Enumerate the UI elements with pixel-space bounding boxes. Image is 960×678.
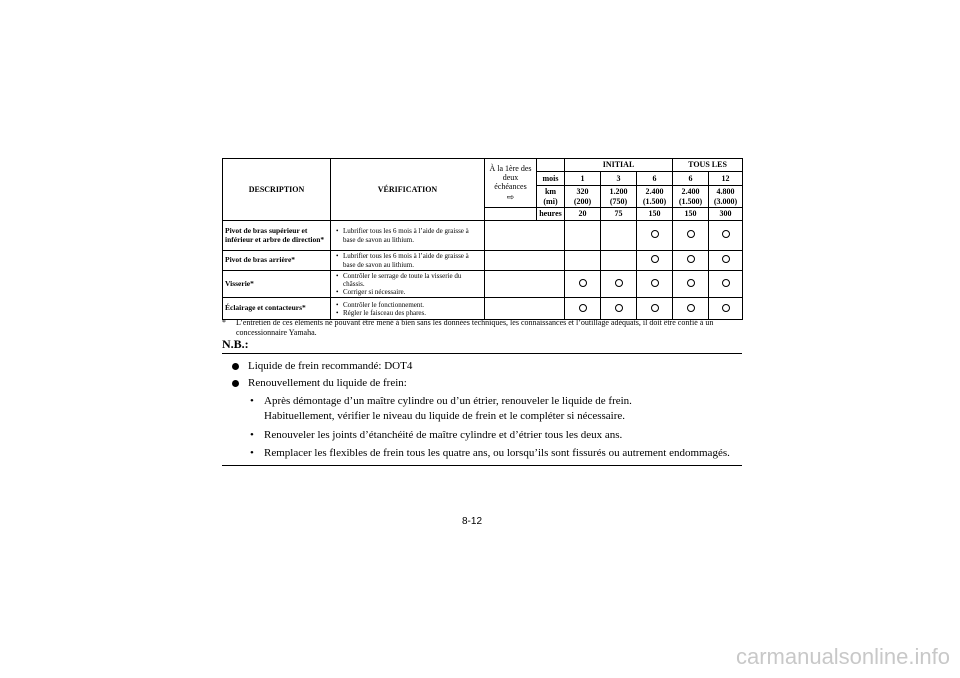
km-value: 320 (200): [565, 186, 601, 208]
mark-cell: [637, 298, 673, 320]
heures-value: 300: [709, 208, 743, 221]
km-value: 4.800 (3.000): [709, 186, 743, 208]
km-value: 1.200 (750): [601, 186, 637, 208]
km-value: 2.400 (1.500): [637, 186, 673, 208]
nb-list: [222, 359, 742, 461]
circle-mark-icon: [651, 304, 659, 312]
circle-mark-icon: [579, 304, 587, 312]
mark-cell: [601, 271, 637, 298]
mark-cell: [637, 221, 673, 251]
list-item: • Après démontage d’un maître cylindre ou d’un étrier, renouveler le liquide de frein. Habituellement, vérifier le niveau du liquide de frein et le compléter si nécessaire.: [248, 394, 742, 425]
nb-title: N.B.:: [222, 337, 742, 354]
heures-value: 150: [673, 208, 709, 221]
header-km-label: km (mi): [537, 186, 565, 208]
header-first-due: À la 1ère des deux échéances ⇨: [485, 159, 537, 208]
circle-mark-icon: [615, 279, 623, 287]
mark-cell: [601, 221, 637, 251]
nb-section: [222, 337, 742, 466]
heures-value: 75: [601, 208, 637, 221]
circle-mark-icon: [651, 230, 659, 238]
row-verification: • Contrôler le fonctionnement. • Régler le faisceau des phares.: [331, 298, 485, 320]
watermark: carmanualsonline.info: [735, 644, 950, 669]
mark-cell: [637, 251, 673, 271]
mark-cell: [601, 251, 637, 271]
maintenance-table: [222, 158, 743, 320]
heures-value: 150: [637, 208, 673, 221]
table-row: [223, 298, 743, 320]
row-description: Visserie*: [223, 271, 331, 298]
row-verification: • Lubrifier tous les 6 mois à l’aide de graisse à base de savon au lithium.: [331, 251, 485, 271]
row-description: Pivot de bras supérieur et inférieur et arbre de direction*: [223, 221, 331, 251]
bullet-dot-icon: [232, 363, 239, 370]
header-description: DESCRIPTION: [223, 159, 331, 221]
mois-value: 6: [673, 172, 709, 186]
mark-cell: [565, 271, 601, 298]
circle-mark-icon: [687, 279, 695, 287]
list-item: • Renouveler les joints d’étanchéité de maître cylindre et d’étrier tous les deux ans.: [248, 428, 742, 443]
mark-cell: [565, 221, 601, 251]
bullet-dot-icon: [232, 380, 239, 387]
row-blank: [485, 221, 565, 251]
page-number: 8-12: [462, 516, 483, 527]
mark-cell: [709, 251, 743, 271]
mark-cell: [673, 221, 709, 251]
row-blank: [485, 298, 565, 320]
circle-mark-icon: [722, 230, 730, 238]
list-item: Renouvellement du liquide de frein: • Après démontage d’un maître cylindre ou d’un étrier, renouveler le liquide de frein. Habituellement, vérifier le niveau du liquide de frein et le compléter si nécessaire. • Renouveler les joints d’étanchéité de maître cylindre et d’étrier tous les deux ans. • Remplacer les flexibles de frein tous les quatre ans, ou lorsqu’ils sont fissurés ou autrement endommagés.: [222, 376, 742, 461]
header-initial: INITIAL: [565, 159, 673, 172]
row-blank: [485, 251, 565, 271]
header-verification: VÉRIFICATION: [331, 159, 485, 221]
mark-cell: [709, 221, 743, 251]
nb-bottom-rule: [222, 465, 742, 466]
list-item: • Remplacer les flexibles de frein tous les quatre ans, ou lorsqu’ils sont fissurés ou autrement endommagés.: [248, 446, 742, 461]
circle-mark-icon: [687, 255, 695, 263]
table-row: [223, 271, 743, 298]
circle-mark-icon: [651, 255, 659, 263]
header-every: TOUS LES: [673, 159, 743, 172]
mark-cell: [673, 298, 709, 320]
header-blank: [537, 159, 565, 172]
header-mois-label: mois: [537, 172, 565, 186]
mois-value: 12: [709, 172, 743, 186]
arrow-right-icon: ⇨: [506, 191, 515, 202]
circle-mark-icon: [687, 304, 695, 312]
mark-cell: [565, 298, 601, 320]
header-heures-label: heures: [537, 208, 565, 221]
row-verification: • Lubrifier tous les 6 mois à l’aide de graisse à base de savon au lithium.: [331, 221, 485, 251]
row-blank: [485, 271, 565, 298]
mark-cell: [565, 251, 601, 271]
mark-cell: [601, 298, 637, 320]
row-verification: • Contrôler le serrage de toute la visserie du châssis. • Corriger si nécessaire.: [331, 271, 485, 298]
mois-value: 3: [601, 172, 637, 186]
circle-mark-icon: [722, 255, 730, 263]
circle-mark-icon: [687, 230, 695, 238]
footnote: [222, 318, 742, 339]
mois-value: 6: [637, 172, 673, 186]
circle-mark-icon: [722, 304, 730, 312]
footnote-marker: *: [222, 318, 226, 327]
circle-mark-icon: [651, 279, 659, 287]
mark-cell: [709, 271, 743, 298]
mark-cell: [673, 251, 709, 271]
table-row: [223, 221, 743, 251]
mois-value: 1: [565, 172, 601, 186]
mark-cell: [637, 271, 673, 298]
footnote-text: L’entretien de ces éléments ne pouvant être mené à bien sans les données techniques, les connaissances et l’outillage adéquats, il doit être confié à un concessionnaire Yamaha.: [236, 318, 714, 338]
circle-mark-icon: [579, 279, 587, 287]
header-blank: [485, 208, 537, 221]
table-row: [223, 251, 743, 271]
circle-mark-icon: [615, 304, 623, 312]
km-value: 2.400 (1.500): [673, 186, 709, 208]
mark-cell: [709, 298, 743, 320]
heures-value: 20: [565, 208, 601, 221]
list-item: Liquide de frein recommandé: DOT4: [222, 359, 742, 374]
row-description: Pivot de bras arrière*: [223, 251, 331, 271]
circle-mark-icon: [722, 279, 730, 287]
row-description: Éclairage et contacteurs*: [223, 298, 331, 320]
sub-list: [248, 394, 742, 462]
mark-cell: [673, 271, 709, 298]
